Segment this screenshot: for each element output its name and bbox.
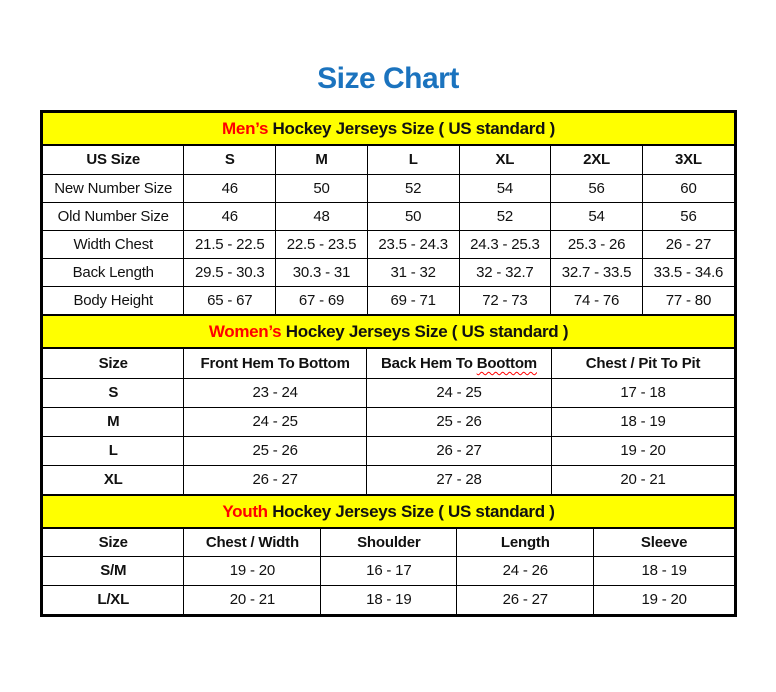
section-title-youth: Hockey Jerseys Size ( US standard ) [267,502,555,521]
column-header: Front Hem To Bottom [184,349,366,378]
table-row [43,202,734,230]
table-cell: 24 - 25 [184,407,366,436]
table-cell: 24 - 25 [366,378,551,407]
column-header: Back Hem To Boottom [366,349,551,378]
header-row [43,529,734,556]
section-highlight-mens: Men’s [222,119,269,138]
table-cell: 56 [642,202,734,230]
table-cell: 50 [276,174,368,202]
row-label: Old Number Size [43,202,184,230]
section-title-mens: Hockey Jerseys Size ( US standard ) [268,119,555,138]
section-header-womens [43,314,734,349]
table-cell: 48 [276,202,368,230]
womens-table-body [43,378,734,494]
table-row [43,286,734,314]
table-cell: 65 - 67 [184,286,276,314]
row-label: L [43,436,184,465]
table-cell: 25 - 26 [366,407,551,436]
table-cell: 17 - 18 [552,378,734,407]
table-row [43,436,734,465]
row-label: S [43,378,184,407]
table-cell: 32.7 - 33.5 [551,258,643,286]
table-cell: 19 - 20 [184,556,321,585]
table-cell: 26 - 27 [366,436,551,465]
column-header: Size [43,349,184,378]
table-row [43,378,734,407]
table-cell: 26 - 27 [642,230,734,258]
row-label: Back Length [43,258,184,286]
table-cell: 18 - 19 [321,585,457,614]
table-cell: 54 [459,174,551,202]
column-header: Shoulder [321,529,457,556]
table-cell: 56 [551,174,643,202]
section-highlight-womens: Women’s [208,322,282,341]
table-cell: 23.5 - 24.3 [367,230,459,258]
table-cell: 22.5 - 23.5 [276,230,368,258]
table-row [43,465,734,494]
youth-size-table [43,529,734,614]
table-cell: 54 [551,202,643,230]
table-cell: 18 - 19 [552,407,734,436]
table-cell: 46 [184,174,276,202]
table-row [43,556,734,585]
column-header: XL [459,146,551,174]
row-label: S/M [43,556,184,585]
table-cell: 32 - 32.7 [459,258,551,286]
table-cell: 67 - 69 [276,286,368,314]
table-cell: 50 [367,202,459,230]
youth-table-body [43,556,734,614]
section-womens [43,314,734,494]
column-header: Chest / Pit To Pit [552,349,734,378]
misspelled-word: Boottom [476,354,537,372]
table-cell: 30.3 - 31 [276,258,368,286]
row-label: L/XL [43,585,184,614]
table-cell: 46 [184,202,276,230]
table-row [43,174,734,202]
table-cell: 33.5 - 34.6 [642,258,734,286]
row-label: Width Chest [43,230,184,258]
column-header: 3XL [642,146,734,174]
table-row [43,585,734,614]
youth-table-head [43,529,734,556]
row-label: Body Height [43,286,184,314]
mens-size-table [43,146,734,314]
table-cell: 72 - 73 [459,286,551,314]
row-label: New Number Size [43,174,184,202]
table-cell: 69 - 71 [367,286,459,314]
column-header: L [367,146,459,174]
header-row [43,146,734,174]
section-header-mens [43,113,734,146]
table-cell: 27 - 28 [366,465,551,494]
table-cell: 21.5 - 22.5 [184,230,276,258]
column-header: Size [43,529,184,556]
table-row [43,230,734,258]
table-cell: 24.3 - 25.3 [459,230,551,258]
table-cell: 20 - 21 [184,585,321,614]
column-header: 2XL [551,146,643,174]
section-title-womens: Hockey Jerseys Size ( US standard ) [281,322,569,341]
table-cell: 77 - 80 [642,286,734,314]
table-cell: 18 - 19 [594,556,734,585]
table-cell: 26 - 27 [457,585,594,614]
section-header-youth [43,494,734,529]
table-cell: 52 [459,202,551,230]
mens-table-body [43,174,734,314]
table-cell: 74 - 76 [551,286,643,314]
section-mens [43,113,734,314]
row-label: XL [43,465,184,494]
row-label: M [43,407,184,436]
table-cell: 25 - 26 [184,436,366,465]
table-cell: 16 - 17 [321,556,457,585]
table-cell: 29.5 - 30.3 [184,258,276,286]
womens-table-head [43,349,734,378]
table-cell: 19 - 20 [552,436,734,465]
mens-table-head [43,146,734,174]
section-highlight-youth: Youth [222,502,268,521]
table-row [43,258,734,286]
header-row [43,349,734,378]
table-cell: 23 - 24 [184,378,366,407]
column-header: Chest / Width [184,529,321,556]
section-youth [43,494,734,614]
table-cell: 26 - 27 [184,465,366,494]
table-row [43,407,734,436]
table-cell: 52 [367,174,459,202]
column-header: Sleeve [594,529,734,556]
page-title: Size Chart [317,62,459,95]
table-cell: 24 - 26 [457,556,594,585]
table-cell: 19 - 20 [594,585,734,614]
table-cell: 25.3 - 26 [551,230,643,258]
column-header: Length [457,529,594,556]
column-header: US Size [43,146,184,174]
column-header: M [276,146,368,174]
table-cell: 60 [642,174,734,202]
table-cell: 20 - 21 [552,465,734,494]
table-cell: 31 - 32 [367,258,459,286]
column-header: S [184,146,276,174]
size-chart [40,110,737,617]
womens-size-table [43,349,734,494]
